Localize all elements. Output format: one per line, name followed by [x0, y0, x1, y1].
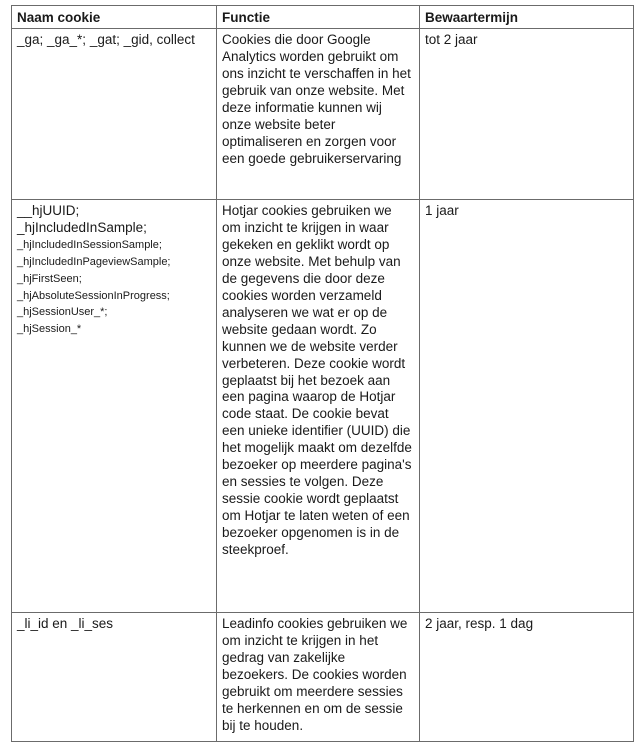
header-cookie-name: Naam cookie — [12, 6, 217, 29]
table-row — [12, 29, 634, 200]
cookie-name-line: _hjSession_* — [17, 323, 82, 336]
function-cell: Cookies die door Google Analytics worden gebruikt om ons inzicht te verschaffen in het gebruik van onze website. Met deze informatie kunnen wij onze website beter optimaliseren en zorgen voor een goede gebruikerservaring — [217, 29, 420, 200]
function-cell: Hotjar cookies gebruiken we om inzicht te krijgen in waar gekeken en geklikt wordt op onze website. Met behulp van de gegevens die door deze cookies worden verzameld analyseren we wat er op de website gedaan wordt. Zo kunnen we de website verder verbeteren. Deze cookie wordt geplaatst bij het bezoek aan een pagina waarop de Hotjar code staat. De cookie bevat een unieke identifier (UUID) die het mogelijk maakt om dezelfde bezoeker op meerdere pagina's en sessies te volgen. Deze sessie cookie wordt geplaatst om Hotjar te laten weten of een bezoeker opgenomen is in de steekproef. — [217, 200, 420, 613]
cookie-name-cell — [12, 200, 217, 613]
cookie-name-line: _hjIncludedInSample; — [17, 219, 147, 235]
header-retention: Bewaartermijn — [420, 6, 634, 29]
cookie-name-line: _hjFirstSeen; — [17, 272, 82, 285]
cookie-name-line: _ga; _ga_*; _gat; _gid, collect — [17, 32, 195, 47]
cookie-name-line: __hjUUID; — [17, 203, 80, 218]
cookie-table — [11, 5, 634, 742]
retention-cell: tot 2 jaar — [420, 29, 634, 200]
retention-cell: 2 jaar, resp. 1 dag — [420, 613, 634, 742]
cookie-name-line: _hjSessionUser_*; — [17, 306, 108, 319]
cookie-name-cell — [12, 29, 217, 200]
retention-cell: 1 jaar — [420, 200, 634, 613]
cookie-name-line: _hjIncludedInPageviewSample; — [17, 255, 171, 268]
cookie-name-line: _hjAbsoluteSessionInProgress; — [17, 289, 170, 302]
header-function: Functie — [217, 6, 420, 29]
table-row — [12, 613, 634, 742]
table-header-row — [12, 6, 634, 29]
table-row — [12, 200, 634, 613]
cookie-name-line: _hjIncludedInSessionSample; — [17, 238, 162, 251]
function-cell: Leadinfo cookies gebruiken we om inzicht te krijgen in het gedrag van zakelijke bezoekers. De cookies worden gebruikt om meerdere sessies te herkennen en om de sessie bij te houden. — [217, 613, 420, 742]
cookie-name-line: _li_id en _li_ses — [17, 616, 114, 631]
cookie-name-cell — [12, 613, 217, 742]
